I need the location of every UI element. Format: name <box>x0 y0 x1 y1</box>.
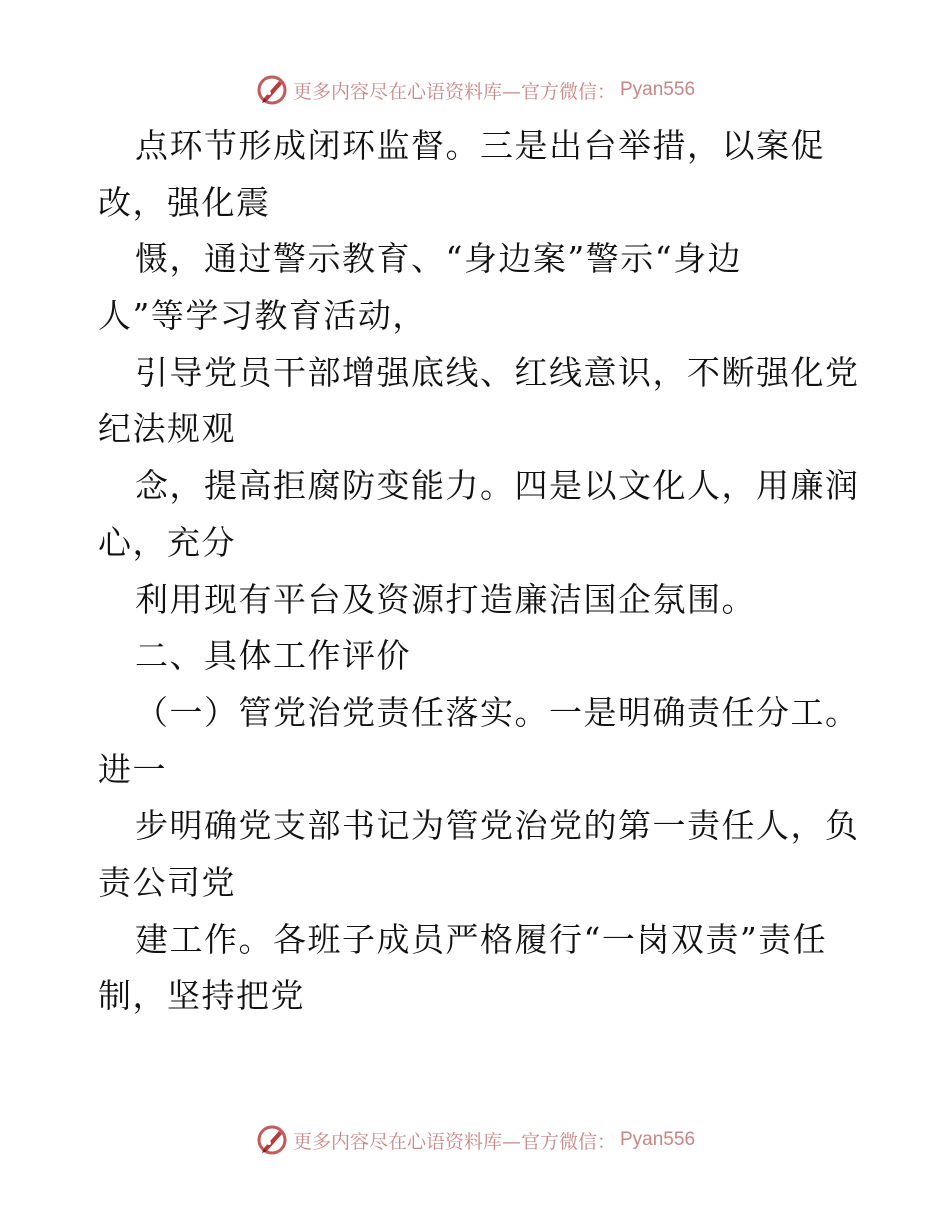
text-line: 改，强化震 <box>98 182 271 222</box>
text-line: 人”等学习教育活动， <box>98 296 427 336</box>
banner-wechat-handle: Pyan556 <box>620 79 696 100</box>
text-line: 慑，通过警示教育、“身边案”警示“身边 <box>135 239 743 279</box>
text-line: 进一 <box>98 749 167 789</box>
banner-text: 更多内容尽在心语资料库—官方微信： <box>292 80 616 103</box>
document-body <box>98 118 868 1025</box>
text-line: 纪法规观 <box>98 409 236 449</box>
text-line: 建工作。各班子成员严格履行“一岗双责”责任 <box>135 919 828 959</box>
footer-watermark-banner <box>0 1120 950 1160</box>
text-line: 念，提高拒腐防变能力。四是以文化人，用廉润 <box>135 466 860 506</box>
header-watermark-banner <box>0 70 950 110</box>
text-line: 利用现有平台及资源打造廉洁国企氛围。 <box>135 579 756 619</box>
banner-text: 更多内容尽在心语资料库—官方微信： <box>292 1130 616 1153</box>
text-line: 引导党员干部增强底线、红线意识，不断强化党 <box>135 352 860 392</box>
text-line: 点环节形成闭环监督。三是出台举措，以案促 <box>135 126 825 165</box>
pen-logo-icon <box>255 73 289 107</box>
pen-logo-icon <box>255 1123 289 1157</box>
section-heading: 二、具体工作评价 <box>135 636 411 676</box>
text-line: 心，充分 <box>98 522 236 562</box>
banner-wechat-handle: Pyan556 <box>620 1129 696 1150</box>
text-line: 制，坚持把党 <box>98 976 305 1016</box>
text-line: （一）管党治党责任落实。一是明确责任分工。 <box>135 692 860 732</box>
text-line: 步明确党支部书记为管党治党的第一责任人，负 <box>135 806 860 846</box>
text-line: 责公司党 <box>98 862 236 902</box>
